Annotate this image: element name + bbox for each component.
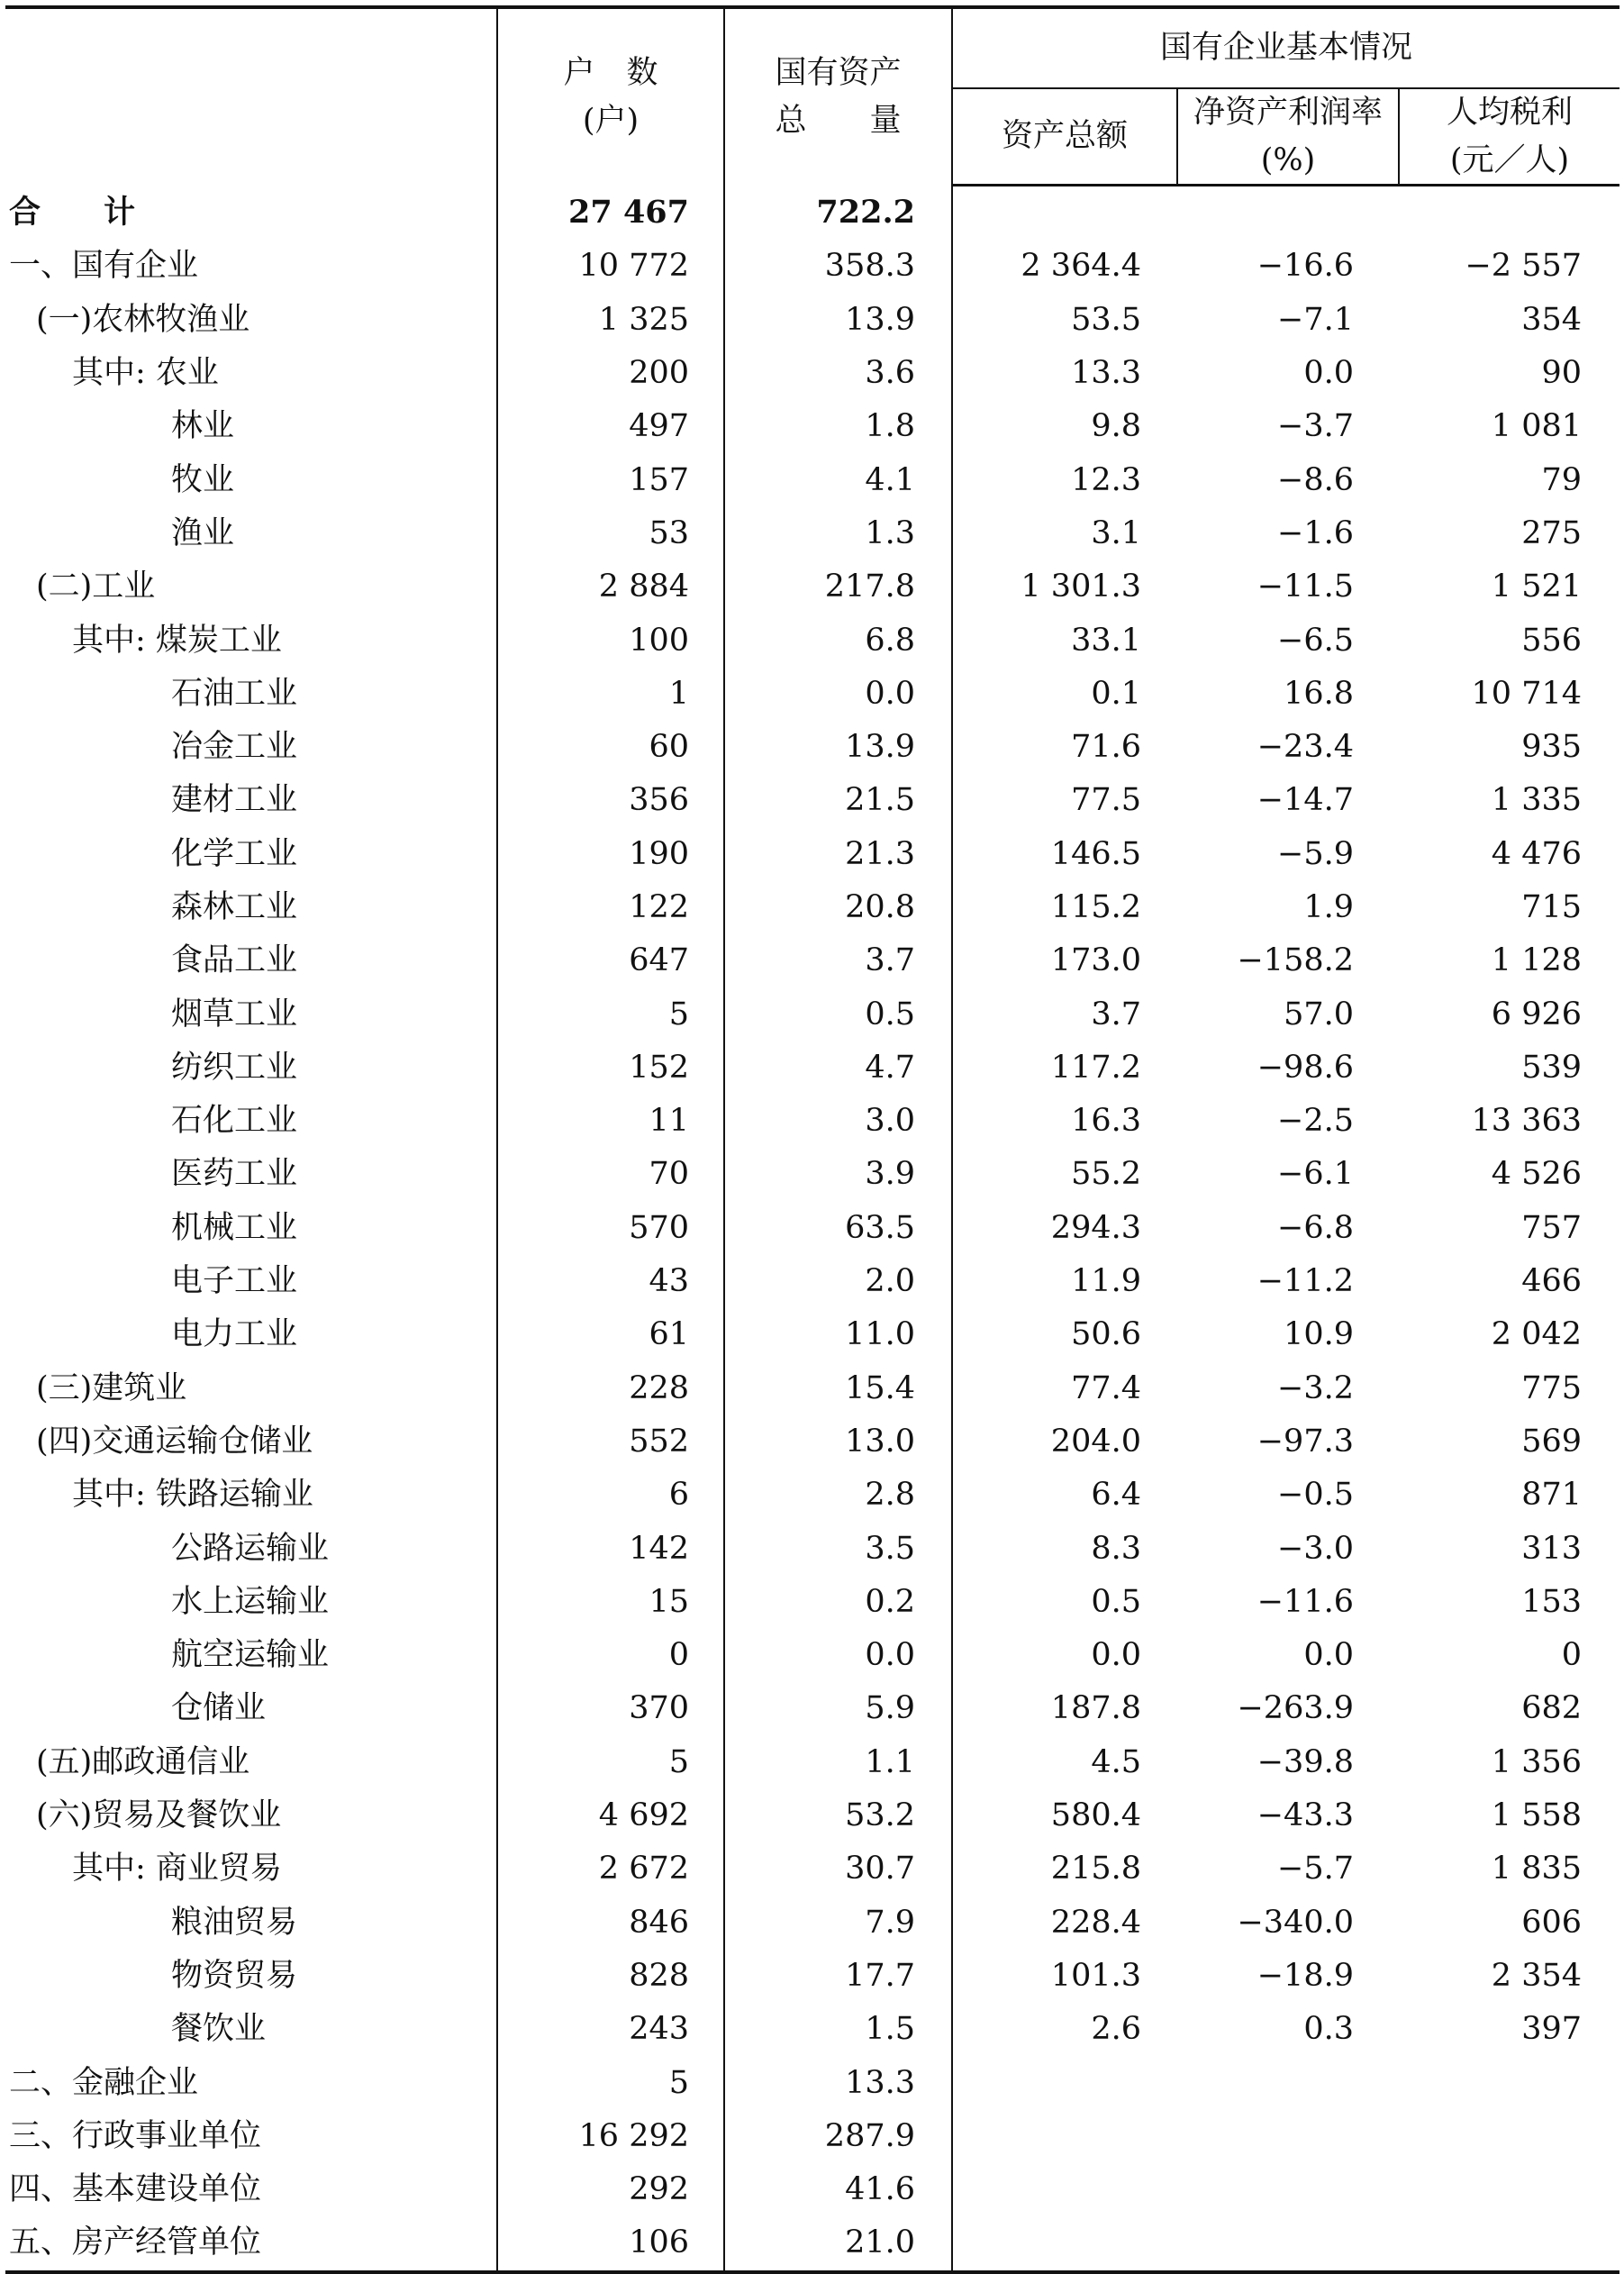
cell-lirunlv: 0.0 bbox=[1303, 1637, 1354, 1674]
table-row bbox=[5, 1576, 1619, 1629]
table-row bbox=[5, 1950, 1619, 2003]
cell-hushu: 292 bbox=[497, 2163, 724, 2216]
table-row bbox=[5, 1041, 1619, 1095]
header-tax-profit-unit: (元／人) bbox=[1449, 141, 1570, 178]
cell-hushu: 70 bbox=[497, 1148, 724, 1201]
cell-lirunlv: −23.4 bbox=[1257, 729, 1354, 766]
cell-zichan: 3.6 bbox=[724, 347, 952, 400]
cell-zichan: 2.8 bbox=[724, 1469, 952, 1522]
cell-zichan: 0.2 bbox=[724, 1576, 952, 1629]
header-household-line1: 户 数 bbox=[563, 55, 658, 92]
cell-zonge: 580.4 bbox=[952, 1789, 1177, 1842]
header-profit-rate-unit: (%) bbox=[1260, 141, 1316, 178]
header-state-assets-total bbox=[724, 7, 952, 186]
row-label: 物资贸易 bbox=[171, 1957, 298, 1994]
table-row bbox=[5, 453, 1619, 506]
cell-lirunlv: −263.9 bbox=[1237, 1690, 1354, 1727]
cell-zonge bbox=[952, 2110, 1177, 2163]
cell-zonge: 2.6 bbox=[952, 2003, 1177, 2056]
cell-hushu: 570 bbox=[497, 1202, 724, 1255]
row-label: 仓储业 bbox=[171, 1690, 267, 1727]
cell-zichan: 13.9 bbox=[724, 294, 952, 347]
cell-zonge: 16.3 bbox=[952, 1095, 1177, 1148]
cell-lirunlv: −39.8 bbox=[1257, 1743, 1354, 1780]
cell-shuili: 153 bbox=[1521, 1583, 1582, 1620]
row-label: 五、房产经管单位 bbox=[5, 2216, 497, 2271]
header-profit-rate-label: 净资产利润率 bbox=[1193, 95, 1383, 131]
row-label: 其中: 煤炭工业 bbox=[72, 622, 282, 659]
cell-shuili: 682 bbox=[1521, 1690, 1582, 1727]
state-assets-table bbox=[5, 5, 1619, 2274]
cell-hushu: 15 bbox=[497, 1576, 724, 1629]
cell-zonge: 0.5 bbox=[952, 1576, 1177, 1629]
cell-hushu: 122 bbox=[497, 881, 724, 934]
row-label: (二)工业 bbox=[36, 568, 156, 605]
row-label: (五)邮政通信业 bbox=[36, 1743, 250, 1780]
cell-zichan: 0.0 bbox=[724, 668, 952, 721]
row-label: 公路运输业 bbox=[171, 1530, 330, 1567]
row-label: 其中: 农业 bbox=[72, 355, 219, 392]
cell-lirunlv: −98.6 bbox=[1257, 1049, 1354, 1086]
cell-zichan: 30.7 bbox=[724, 1842, 952, 1896]
cell-zichan: 41.6 bbox=[724, 2163, 952, 2216]
cell-zonge: 8.3 bbox=[952, 1522, 1177, 1575]
cell-shuili: 0 bbox=[1561, 1637, 1582, 1674]
cell-zonge: 0.0 bbox=[952, 1629, 1177, 1682]
cell-lirunlv: −14.7 bbox=[1257, 782, 1354, 819]
cell-hushu: 16 292 bbox=[497, 2110, 724, 2163]
cell-hushu: 4 692 bbox=[497, 1789, 724, 1842]
cell-lirunlv: 0.3 bbox=[1303, 2011, 1354, 2048]
cell-zichan: 11.0 bbox=[724, 1308, 952, 1361]
cell-zichan: 358.3 bbox=[724, 240, 952, 293]
cell-shuili: 1 081 bbox=[1491, 408, 1582, 445]
cell-hushu: 100 bbox=[497, 614, 724, 667]
cell-lirunlv: −5.9 bbox=[1277, 835, 1354, 872]
row-label: 其中: 商业贸易 bbox=[72, 1851, 282, 1887]
cell-zichan: 1.5 bbox=[724, 2003, 952, 2056]
cell-zichan: 53.2 bbox=[724, 1789, 952, 1842]
cell-zonge: 117.2 bbox=[952, 1041, 1177, 1095]
cell-zonge: 50.6 bbox=[952, 1308, 1177, 1361]
cell-shuili: 13 363 bbox=[1471, 1103, 1582, 1140]
cell-shuili: 313 bbox=[1521, 1530, 1582, 1567]
cell-zonge: 187.8 bbox=[952, 1682, 1177, 1735]
row-label: 渔业 bbox=[171, 514, 235, 551]
row-label: 石油工业 bbox=[171, 675, 298, 712]
table-row bbox=[5, 1095, 1619, 1148]
row-label: (三)建筑业 bbox=[36, 1369, 187, 1406]
cell-zichan: 722.2 bbox=[724, 186, 952, 241]
cell-zonge: 77.5 bbox=[952, 774, 1177, 827]
header-net-asset-profit-rate bbox=[1177, 88, 1399, 186]
table-row bbox=[5, 240, 1619, 293]
cell-zichan: 21.5 bbox=[724, 774, 952, 827]
cell-lirunlv: −11.5 bbox=[1257, 568, 1354, 605]
cell-hushu: 43 bbox=[497, 1255, 724, 1308]
row-label: 林业 bbox=[171, 408, 235, 445]
cell-lirunlv: −7.1 bbox=[1277, 301, 1354, 338]
cell-lirunlv: −3.0 bbox=[1277, 1530, 1354, 1567]
cell-lirunlv: −18.9 bbox=[1257, 1957, 1354, 1994]
row-label: 牧业 bbox=[171, 461, 235, 498]
cell-zichan: 21.0 bbox=[724, 2216, 952, 2271]
cell-zonge: 1 301.3 bbox=[952, 560, 1177, 614]
cell-shuili: 757 bbox=[1521, 1209, 1582, 1246]
table-row bbox=[5, 560, 1619, 614]
cell-zonge: 77.4 bbox=[952, 1362, 1177, 1415]
cell-hushu: 0 bbox=[497, 1629, 724, 1682]
row-label: 合 计 bbox=[9, 194, 136, 232]
cell-lirunlv: 57.0 bbox=[1284, 996, 1354, 1032]
cell-zichan: 3.0 bbox=[724, 1095, 952, 1148]
row-label: 纺织工业 bbox=[171, 1049, 298, 1086]
row-label: 石化工业 bbox=[171, 1103, 298, 1140]
cell-shuili bbox=[1399, 186, 1619, 241]
table-row bbox=[5, 828, 1619, 881]
cell-shuili: 715 bbox=[1521, 889, 1582, 925]
cell-zichan: 3.9 bbox=[724, 1148, 952, 1201]
table-row bbox=[5, 721, 1619, 774]
cell-zonge: 3.1 bbox=[952, 507, 1177, 560]
cell-zichan: 1.8 bbox=[724, 400, 952, 453]
header-tax-profit-label: 人均税利 bbox=[1446, 95, 1573, 131]
row-label: 水上运输业 bbox=[171, 1583, 330, 1620]
cell-shuili: 1 356 bbox=[1491, 1743, 1582, 1780]
cell-shuili: 1 521 bbox=[1491, 568, 1582, 605]
cell-lirunlv bbox=[1177, 2163, 1399, 2216]
cell-lirunlv: −6.1 bbox=[1277, 1156, 1354, 1193]
cell-zichan: 1.1 bbox=[724, 1736, 952, 1789]
cell-shuili: 1 128 bbox=[1491, 942, 1582, 979]
row-label: 机械工业 bbox=[171, 1209, 298, 1246]
cell-zichan: 1.3 bbox=[724, 507, 952, 560]
table-row bbox=[5, 934, 1619, 987]
cell-hushu: 356 bbox=[497, 774, 724, 827]
cell-hushu: 2 884 bbox=[497, 560, 724, 614]
cell-zonge: 33.1 bbox=[952, 614, 1177, 667]
row-label: 化学工业 bbox=[171, 835, 298, 872]
cell-zonge bbox=[952, 2216, 1177, 2271]
row-label: (六)贸易及餐饮业 bbox=[36, 1797, 282, 1834]
row-label: 建材工业 bbox=[171, 782, 298, 819]
cell-lirunlv: −8.6 bbox=[1277, 461, 1354, 498]
header-blank-cell bbox=[5, 7, 497, 186]
cell-zichan: 3.7 bbox=[724, 934, 952, 987]
row-label: 航空运输业 bbox=[171, 1637, 330, 1674]
cell-shuili: 275 bbox=[1521, 514, 1582, 551]
table-row bbox=[5, 668, 1619, 721]
cell-shuili: 556 bbox=[1521, 622, 1582, 659]
cell-shuili bbox=[1399, 2110, 1619, 2163]
cell-shuili: 90 bbox=[1541, 355, 1582, 392]
cell-shuili bbox=[1399, 2056, 1619, 2109]
cell-zichan: 63.5 bbox=[724, 1202, 952, 1255]
cell-hushu: 647 bbox=[497, 934, 724, 987]
table-row bbox=[5, 1362, 1619, 1415]
table-row bbox=[5, 1789, 1619, 1842]
table-row bbox=[5, 1682, 1619, 1735]
cell-hushu: 552 bbox=[497, 1415, 724, 1469]
table-row bbox=[5, 294, 1619, 347]
table-row bbox=[5, 400, 1619, 453]
table-row bbox=[5, 347, 1619, 400]
cell-hushu: 152 bbox=[497, 1041, 724, 1095]
cell-zonge: 2 364.4 bbox=[952, 240, 1177, 293]
row-label: 粮油贸易 bbox=[171, 1904, 298, 1941]
cell-zonge bbox=[952, 2056, 1177, 2109]
cell-lirunlv: −2.5 bbox=[1277, 1103, 1354, 1140]
row-label: 食品工业 bbox=[171, 942, 298, 979]
cell-zichan: 2.0 bbox=[724, 1255, 952, 1308]
cell-shuili: 4 476 bbox=[1491, 835, 1582, 872]
cell-zichan: 217.8 bbox=[724, 560, 952, 614]
cell-zonge: 115.2 bbox=[952, 881, 1177, 934]
table-row bbox=[5, 1897, 1619, 1950]
table-row bbox=[5, 2110, 1619, 2163]
table-row bbox=[5, 1842, 1619, 1896]
cell-zonge: 71.6 bbox=[952, 721, 1177, 774]
table-row bbox=[5, 1469, 1619, 1522]
cell-zonge: 294.3 bbox=[952, 1202, 1177, 1255]
row-label: 冶金工业 bbox=[171, 729, 298, 766]
row-label: 电子工业 bbox=[171, 1263, 298, 1300]
cell-hushu: 5 bbox=[497, 1736, 724, 1789]
cell-hushu: 60 bbox=[497, 721, 724, 774]
cell-lirunlv: −11.6 bbox=[1257, 1583, 1354, 1620]
cell-hushu: 243 bbox=[497, 2003, 724, 2056]
cell-zonge: 215.8 bbox=[952, 1842, 1177, 1896]
cell-zonge: 6.4 bbox=[952, 1469, 1177, 1522]
cell-zonge: 13.3 bbox=[952, 347, 1177, 400]
row-label: 烟草工业 bbox=[171, 996, 298, 1032]
cell-lirunlv: 1.9 bbox=[1303, 889, 1354, 925]
cell-shuili bbox=[1399, 2163, 1619, 2216]
cell-lirunlv bbox=[1177, 186, 1399, 241]
cell-hushu: 5 bbox=[497, 2056, 724, 2109]
table-row bbox=[5, 774, 1619, 827]
cell-lirunlv: −340.0 bbox=[1237, 1904, 1354, 1941]
cell-lirunlv: −158.2 bbox=[1237, 942, 1354, 979]
row-label: 医药工业 bbox=[171, 1156, 298, 1193]
cell-shuili: 2 042 bbox=[1491, 1316, 1582, 1353]
cell-zichan: 4.7 bbox=[724, 1041, 952, 1095]
cell-hushu: 497 bbox=[497, 400, 724, 453]
row-label: 一、国有企业 bbox=[9, 248, 199, 285]
cell-zichan: 13.0 bbox=[724, 1415, 952, 1469]
cell-hushu: 228 bbox=[497, 1362, 724, 1415]
cell-zichan: 13.9 bbox=[724, 721, 952, 774]
cell-zichan: 13.3 bbox=[724, 2056, 952, 2109]
cell-lirunlv: −6.5 bbox=[1277, 622, 1354, 659]
cell-hushu: 11 bbox=[497, 1095, 724, 1148]
cell-zichan: 4.1 bbox=[724, 453, 952, 506]
table-row bbox=[5, 507, 1619, 560]
cell-hushu: 6 bbox=[497, 1469, 724, 1522]
table-row bbox=[5, 1255, 1619, 1308]
cell-zichan: 0.5 bbox=[724, 987, 952, 1041]
cell-hushu: 828 bbox=[497, 1950, 724, 2003]
cell-lirunlv: −0.5 bbox=[1277, 1477, 1354, 1514]
cell-hushu: 157 bbox=[497, 453, 724, 506]
cell-lirunlv: −16.6 bbox=[1257, 248, 1354, 285]
cell-hushu: 10 772 bbox=[497, 240, 724, 293]
cell-hushu: 61 bbox=[497, 1308, 724, 1361]
cell-zichan: 3.5 bbox=[724, 1522, 952, 1575]
cell-shuili: 397 bbox=[1521, 2011, 1582, 2048]
table-row bbox=[5, 1522, 1619, 1575]
cell-lirunlv: −43.3 bbox=[1257, 1797, 1354, 1834]
cell-shuili: 2 354 bbox=[1491, 1957, 1582, 1994]
cell-zonge: 204.0 bbox=[952, 1415, 1177, 1469]
cell-shuili bbox=[1399, 2216, 1619, 2271]
table-row bbox=[5, 881, 1619, 934]
cell-shuili: 1 835 bbox=[1491, 1851, 1582, 1887]
cell-lirunlv: −1.6 bbox=[1277, 514, 1354, 551]
header-soe-basic-info: 国有企业基本情况 bbox=[952, 7, 1619, 88]
cell-zichan: 15.4 bbox=[724, 1362, 952, 1415]
cell-hushu: 370 bbox=[497, 1682, 724, 1735]
cell-hushu: 53 bbox=[497, 507, 724, 560]
cell-lirunlv bbox=[1177, 2110, 1399, 2163]
cell-lirunlv: −3.2 bbox=[1277, 1369, 1354, 1406]
header-per-capita-tax-profit bbox=[1399, 88, 1619, 186]
cell-lirunlv: −11.2 bbox=[1257, 1263, 1354, 1300]
cell-lirunlv: −6.8 bbox=[1277, 1209, 1354, 1246]
cell-lirunlv bbox=[1177, 2216, 1399, 2271]
cell-zonge: 53.5 bbox=[952, 294, 1177, 347]
table-row bbox=[5, 1148, 1619, 1201]
cell-shuili: 79 bbox=[1541, 461, 1582, 498]
table-row bbox=[5, 2216, 1619, 2271]
header-assets-line1: 国有资产 bbox=[775, 55, 902, 92]
header-household-unit: (户) bbox=[582, 102, 640, 139]
header-household-count bbox=[497, 7, 724, 186]
cell-shuili: 466 bbox=[1521, 1263, 1582, 1300]
cell-hushu: 27 467 bbox=[497, 186, 724, 241]
table-row bbox=[5, 1202, 1619, 1255]
header-assets-line2: 总 量 bbox=[775, 102, 902, 139]
cell-zichan: 0.0 bbox=[724, 1629, 952, 1682]
cell-lirunlv: 16.8 bbox=[1284, 675, 1354, 712]
cell-shuili: 1 558 bbox=[1491, 1797, 1582, 1834]
row-label: 电力工业 bbox=[171, 1316, 298, 1353]
cell-shuili: 10 714 bbox=[1471, 675, 1582, 712]
row-label: 其中: 铁路运输业 bbox=[72, 1477, 313, 1514]
cell-zichan: 287.9 bbox=[724, 2110, 952, 2163]
cell-shuili: 6 926 bbox=[1491, 996, 1582, 1032]
cell-zonge: 146.5 bbox=[952, 828, 1177, 881]
row-label: 三、行政事业单位 bbox=[9, 2117, 262, 2154]
row-label: 森林工业 bbox=[171, 889, 298, 925]
cell-zichan: 7.9 bbox=[724, 1897, 952, 1950]
cell-shuili: 871 bbox=[1521, 1477, 1582, 1514]
cell-hushu: 142 bbox=[497, 1522, 724, 1575]
cell-zonge bbox=[952, 2163, 1177, 2216]
cell-zichan: 17.7 bbox=[724, 1950, 952, 2003]
cell-zonge bbox=[952, 186, 1177, 241]
cell-zonge: 55.2 bbox=[952, 1148, 1177, 1201]
cell-zonge: 0.1 bbox=[952, 668, 1177, 721]
cell-zichan: 6.8 bbox=[724, 614, 952, 667]
cell-shuili: 775 bbox=[1521, 1369, 1582, 1406]
row-label: (一)农林牧渔业 bbox=[36, 301, 250, 338]
cell-zichan: 20.8 bbox=[724, 881, 952, 934]
table-row bbox=[5, 2056, 1619, 2109]
cell-lirunlv: 10.9 bbox=[1284, 1316, 1354, 1353]
table-row bbox=[5, 987, 1619, 1041]
row-label: 四、基本建设单位 bbox=[9, 2171, 262, 2208]
row-label: 餐饮业 bbox=[171, 2011, 267, 2048]
cell-zonge: 228.4 bbox=[952, 1897, 1177, 1950]
cell-zonge: 101.3 bbox=[952, 1950, 1177, 2003]
cell-hushu: 2 672 bbox=[497, 1842, 724, 1896]
cell-lirunlv: 0.0 bbox=[1303, 355, 1354, 392]
table-row bbox=[5, 1736, 1619, 1789]
cell-hushu: 1 325 bbox=[497, 294, 724, 347]
table-row bbox=[5, 2163, 1619, 2216]
cell-hushu: 846 bbox=[497, 1897, 724, 1950]
cell-zonge: 9.8 bbox=[952, 400, 1177, 453]
table-body bbox=[5, 186, 1619, 2272]
table-row bbox=[5, 2003, 1619, 2056]
cell-shuili: −2 557 bbox=[1465, 248, 1582, 285]
cell-shuili: 606 bbox=[1521, 1904, 1582, 1941]
cell-hushu: 190 bbox=[497, 828, 724, 881]
table-row bbox=[5, 614, 1619, 667]
cell-zonge: 3.7 bbox=[952, 987, 1177, 1041]
cell-hushu: 200 bbox=[497, 347, 724, 400]
cell-zichan: 5.9 bbox=[724, 1682, 952, 1735]
cell-shuili: 1 335 bbox=[1491, 782, 1582, 819]
cell-zonge: 4.5 bbox=[952, 1736, 1177, 1789]
table-row bbox=[5, 1308, 1619, 1361]
cell-zonge: 12.3 bbox=[952, 453, 1177, 506]
cell-shuili: 354 bbox=[1521, 301, 1582, 338]
cell-shuili: 935 bbox=[1521, 729, 1582, 766]
cell-lirunlv: −97.3 bbox=[1257, 1423, 1354, 1460]
table-row bbox=[5, 1629, 1619, 1682]
cell-shuili: 539 bbox=[1521, 1049, 1582, 1086]
cell-shuili: 4 526 bbox=[1491, 1156, 1582, 1193]
table-row bbox=[5, 186, 1619, 241]
cell-shuili: 569 bbox=[1521, 1423, 1582, 1460]
cell-zichan: 21.3 bbox=[724, 828, 952, 881]
cell-lirunlv: −3.7 bbox=[1277, 408, 1354, 445]
cell-hushu: 1 bbox=[497, 668, 724, 721]
cell-lirunlv: −5.7 bbox=[1277, 1851, 1354, 1887]
cell-zonge: 173.0 bbox=[952, 934, 1177, 987]
table-row bbox=[5, 1415, 1619, 1469]
cell-hushu: 5 bbox=[497, 987, 724, 1041]
row-label: 二、金融企业 bbox=[9, 2064, 199, 2101]
row-label: (四)交通运输仓储业 bbox=[36, 1423, 313, 1460]
cell-zonge: 11.9 bbox=[952, 1255, 1177, 1308]
header-total-assets: 资产总额 bbox=[952, 88, 1177, 186]
cell-lirunlv bbox=[1177, 2056, 1399, 2109]
cell-hushu: 106 bbox=[497, 2216, 724, 2271]
